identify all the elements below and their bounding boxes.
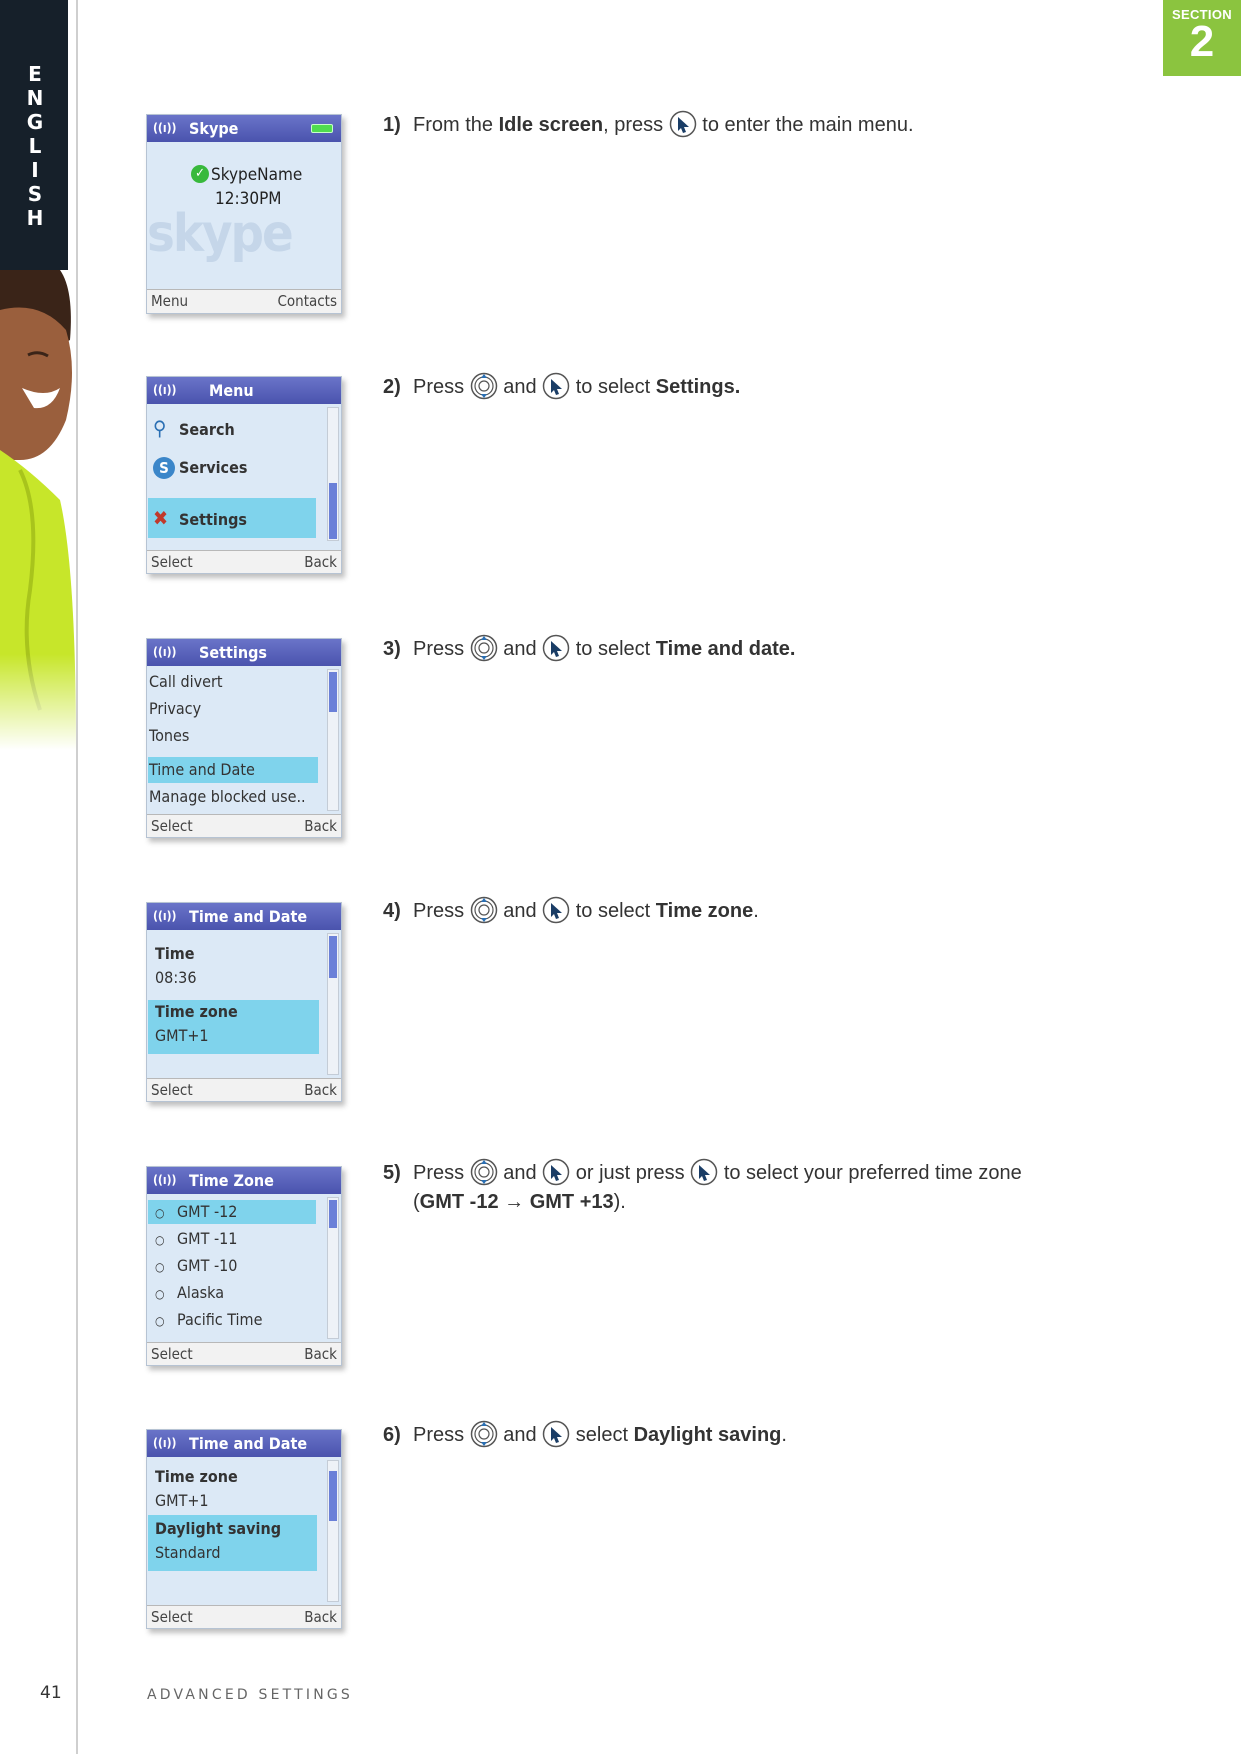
signal-icon: ((ı))	[153, 1436, 177, 1450]
step-3	[383, 634, 795, 664]
scroll-thumb[interactable]	[329, 1200, 337, 1228]
softkey-right[interactable]: Contacts	[277, 292, 337, 310]
time-zone-label[interactable]: Time zone	[155, 1467, 238, 1486]
sidebar-divider	[76, 0, 78, 1754]
step-number: 3)	[383, 638, 401, 660]
step-text: Press	[413, 638, 465, 660]
skype-name: SkypeName	[211, 165, 303, 185]
section-number: 2	[1189, 17, 1215, 66]
step-number: 2)	[383, 376, 401, 398]
menu-item[interactable]: Tones	[149, 726, 190, 745]
screen-title: Settings	[199, 643, 267, 662]
navigation-up-down-key-icon	[470, 372, 498, 400]
radio-icon: ○	[155, 1233, 165, 1247]
softkey-left[interactable]: Menu	[151, 292, 189, 310]
time-zone-option[interactable]	[155, 1202, 237, 1221]
step-number: 6)	[383, 1424, 401, 1446]
step-bold: GMT +13	[529, 1191, 614, 1213]
step-text: From the	[413, 114, 494, 136]
signal-icon: ((ı))	[153, 1173, 177, 1187]
language-letter: L	[28, 134, 42, 158]
screen-title: Time and Date	[189, 1434, 308, 1453]
step-text: , press	[603, 114, 664, 136]
navigation-right-key-icon	[690, 1158, 718, 1186]
navigation-right-key-icon	[542, 1420, 570, 1448]
scrollbar[interactable]	[327, 407, 339, 541]
time-zone-option[interactable]	[155, 1310, 262, 1329]
screen-title-bar	[147, 903, 341, 930]
navigation-up-down-key-icon	[470, 896, 498, 924]
menu-item[interactable]: Manage blocked use..	[149, 787, 306, 806]
scroll-thumb[interactable]	[329, 936, 337, 978]
option-label: GMT -11	[177, 1229, 238, 1248]
option-label: Pacific Time	[177, 1310, 263, 1329]
menu-item-search[interactable]	[153, 416, 235, 440]
phone-screen-daylight-saving	[146, 1429, 342, 1629]
signal-icon: ((ı))	[153, 645, 177, 659]
softkey-left[interactable]: Select	[151, 1608, 193, 1626]
screen-body	[147, 930, 341, 1078]
skype-services-icon: S	[153, 457, 175, 479]
step-4	[383, 896, 759, 926]
step-text: and	[503, 376, 537, 398]
signal-icon: ((ı))	[153, 121, 177, 135]
softkey-left[interactable]: Select	[151, 553, 193, 571]
time-zone-value: GMT+1	[155, 1026, 209, 1045]
softkey-bar	[147, 1605, 341, 1629]
language-letter: I	[31, 158, 39, 182]
navigation-up-down-key-icon	[470, 1420, 498, 1448]
arrow-right-icon: →	[504, 1191, 525, 1213]
softkey-right[interactable]: Back	[304, 1081, 337, 1099]
scroll-thumb[interactable]	[329, 1471, 337, 1521]
softkey-right[interactable]: Back	[304, 1608, 337, 1626]
softkey-right[interactable]: Back	[304, 817, 337, 835]
step-text: to enter the main menu.	[702, 114, 914, 136]
time-label[interactable]: Time	[155, 944, 195, 963]
scrollbar[interactable]	[327, 1460, 339, 1602]
phone-screen-time-zone	[146, 1166, 342, 1366]
language-letter: E	[28, 62, 42, 86]
phone-screen-settings	[146, 638, 342, 838]
woman-photo	[0, 270, 76, 750]
softkey-bar	[147, 814, 341, 838]
step-text: ).	[613, 1191, 626, 1213]
step-1	[383, 110, 914, 140]
time-value: 08:36	[155, 968, 197, 987]
step-text: to select your preferred time zone	[723, 1162, 1022, 1184]
step-bold: Daylight saving	[633, 1424, 782, 1446]
daylight-saving-value: Standard	[155, 1543, 221, 1562]
step-number: 5)	[383, 1162, 401, 1184]
step-number: 4)	[383, 900, 401, 922]
option-label: GMT -12	[177, 1202, 238, 1221]
section-label: SECTION	[1172, 7, 1232, 22]
screen-title: Menu	[209, 381, 254, 400]
phone-screen-menu	[146, 376, 342, 574]
navigation-right-key-icon	[542, 372, 570, 400]
time-zone-option[interactable]	[155, 1256, 237, 1275]
step-text: Press	[413, 900, 465, 922]
battery-icon	[311, 124, 333, 133]
signal-icon: ((ı))	[153, 383, 177, 397]
screen-body	[147, 404, 341, 550]
step-text: to select	[575, 638, 651, 660]
step-text: Press	[413, 1162, 465, 1184]
menu-item-label: Settings	[179, 510, 247, 529]
time-zone-option[interactable]	[155, 1229, 237, 1248]
signal-icon: ((ı))	[153, 909, 177, 923]
screen-title-bar	[147, 639, 341, 666]
navigation-right-key-icon	[542, 1158, 570, 1186]
screen-title: Time and Date	[189, 907, 308, 926]
radio-icon: ○	[155, 1206, 165, 1220]
softkey-bar	[147, 550, 341, 574]
softkey-bar	[147, 1342, 341, 1366]
step-bold: Time and date.	[655, 638, 796, 660]
step-text: .	[753, 900, 759, 922]
clock-time: 12:30PM	[215, 189, 282, 209]
navigation-right-key-icon	[542, 634, 570, 662]
online-status-icon: ✓	[191, 165, 209, 183]
step-text: (	[413, 1191, 420, 1213]
phone-screen-time-and-date	[146, 902, 342, 1102]
navigation-up-down-key-icon	[470, 1158, 498, 1186]
navigation-right-key-icon	[542, 896, 570, 924]
step-text: and	[503, 900, 537, 922]
scrollbar[interactable]	[327, 933, 339, 1075]
language-sidebar	[0, 0, 68, 270]
step-bold: Time zone	[655, 900, 754, 922]
screen-body	[147, 1194, 341, 1342]
time-zone-label[interactable]: Time zone	[155, 1002, 238, 1021]
softkey-right[interactable]: Back	[304, 1345, 337, 1363]
menu-item-label: Search	[179, 420, 235, 439]
step-text: .	[781, 1424, 787, 1446]
menu-item[interactable]: Privacy	[149, 699, 202, 718]
option-label: GMT -10	[177, 1256, 238, 1275]
menu-item-label: Services	[179, 458, 248, 477]
softkey-right[interactable]: Back	[304, 553, 337, 571]
screen-title: Time Zone	[189, 1171, 274, 1190]
step-text: Press	[413, 376, 465, 398]
step-text: and	[503, 638, 537, 660]
step-2	[383, 372, 740, 402]
step-5	[383, 1158, 1022, 1217]
language-label	[25, 62, 45, 230]
softkey-left[interactable]: Select	[151, 817, 193, 835]
language-letter: N	[26, 86, 44, 110]
step-text: or just press	[575, 1162, 685, 1184]
daylight-saving-label[interactable]: Daylight saving	[155, 1519, 282, 1538]
step-text: and	[503, 1162, 537, 1184]
search-icon: ⚲	[153, 416, 167, 440]
step-bold: Settings.	[655, 376, 741, 398]
softkey-bar	[147, 1078, 341, 1102]
language-letter: S	[27, 182, 43, 206]
menu-item[interactable]: Call divert	[149, 672, 223, 691]
time-zone-value: GMT+1	[155, 1491, 209, 1510]
menu-item-settings[interactable]	[153, 506, 247, 530]
screen-title-bar	[147, 377, 341, 404]
option-label: Alaska	[177, 1283, 225, 1302]
screen-body	[147, 142, 341, 289]
softkey-left[interactable]: Select	[151, 1345, 193, 1363]
step-bold: Idle screen	[498, 114, 604, 136]
phone-screen-idle	[146, 114, 342, 314]
screen-title-bar	[147, 1430, 341, 1457]
page-number: 41	[40, 1683, 62, 1703]
skype-watermark: skype	[147, 204, 292, 264]
section-tab	[1163, 0, 1241, 76]
navigation-right-key-icon	[669, 110, 697, 138]
language-letter: G	[26, 110, 44, 134]
screen-title-bar	[147, 1167, 341, 1194]
step-bold: GMT -12	[419, 1191, 499, 1213]
menu-item-selected[interactable]: Time and Date	[149, 760, 255, 779]
radio-icon: ○	[155, 1287, 165, 1301]
step-continuation	[383, 1188, 1022, 1217]
navigation-up-down-key-icon	[470, 634, 498, 662]
step-text: to select	[575, 900, 651, 922]
step-text: to select	[575, 376, 651, 398]
step-number: 1)	[383, 114, 401, 136]
screen-body	[147, 1457, 341, 1605]
menu-item-services[interactable]	[153, 457, 247, 479]
screen-title-bar	[147, 115, 341, 142]
scrollbar[interactable]	[327, 1197, 339, 1339]
radio-icon: ○	[155, 1260, 165, 1274]
radio-icon: ○	[155, 1314, 165, 1328]
language-letter: H	[26, 206, 44, 230]
footer-title: ADVANCED SETTINGS	[147, 1687, 354, 1703]
screen-body	[147, 666, 341, 814]
step-text: and	[503, 1424, 537, 1446]
screen-title: Skype	[189, 119, 239, 138]
step-text: Press	[413, 1424, 465, 1446]
scroll-thumb[interactable]	[329, 483, 337, 539]
time-zone-option[interactable]	[155, 1283, 224, 1302]
softkey-bar	[147, 289, 341, 313]
scroll-thumb[interactable]	[329, 672, 337, 712]
step-text: select	[575, 1424, 628, 1446]
tools-icon: ✖	[153, 506, 169, 530]
step-6	[383, 1420, 787, 1450]
scrollbar[interactable]	[327, 669, 339, 811]
softkey-left[interactable]: Select	[151, 1081, 193, 1099]
